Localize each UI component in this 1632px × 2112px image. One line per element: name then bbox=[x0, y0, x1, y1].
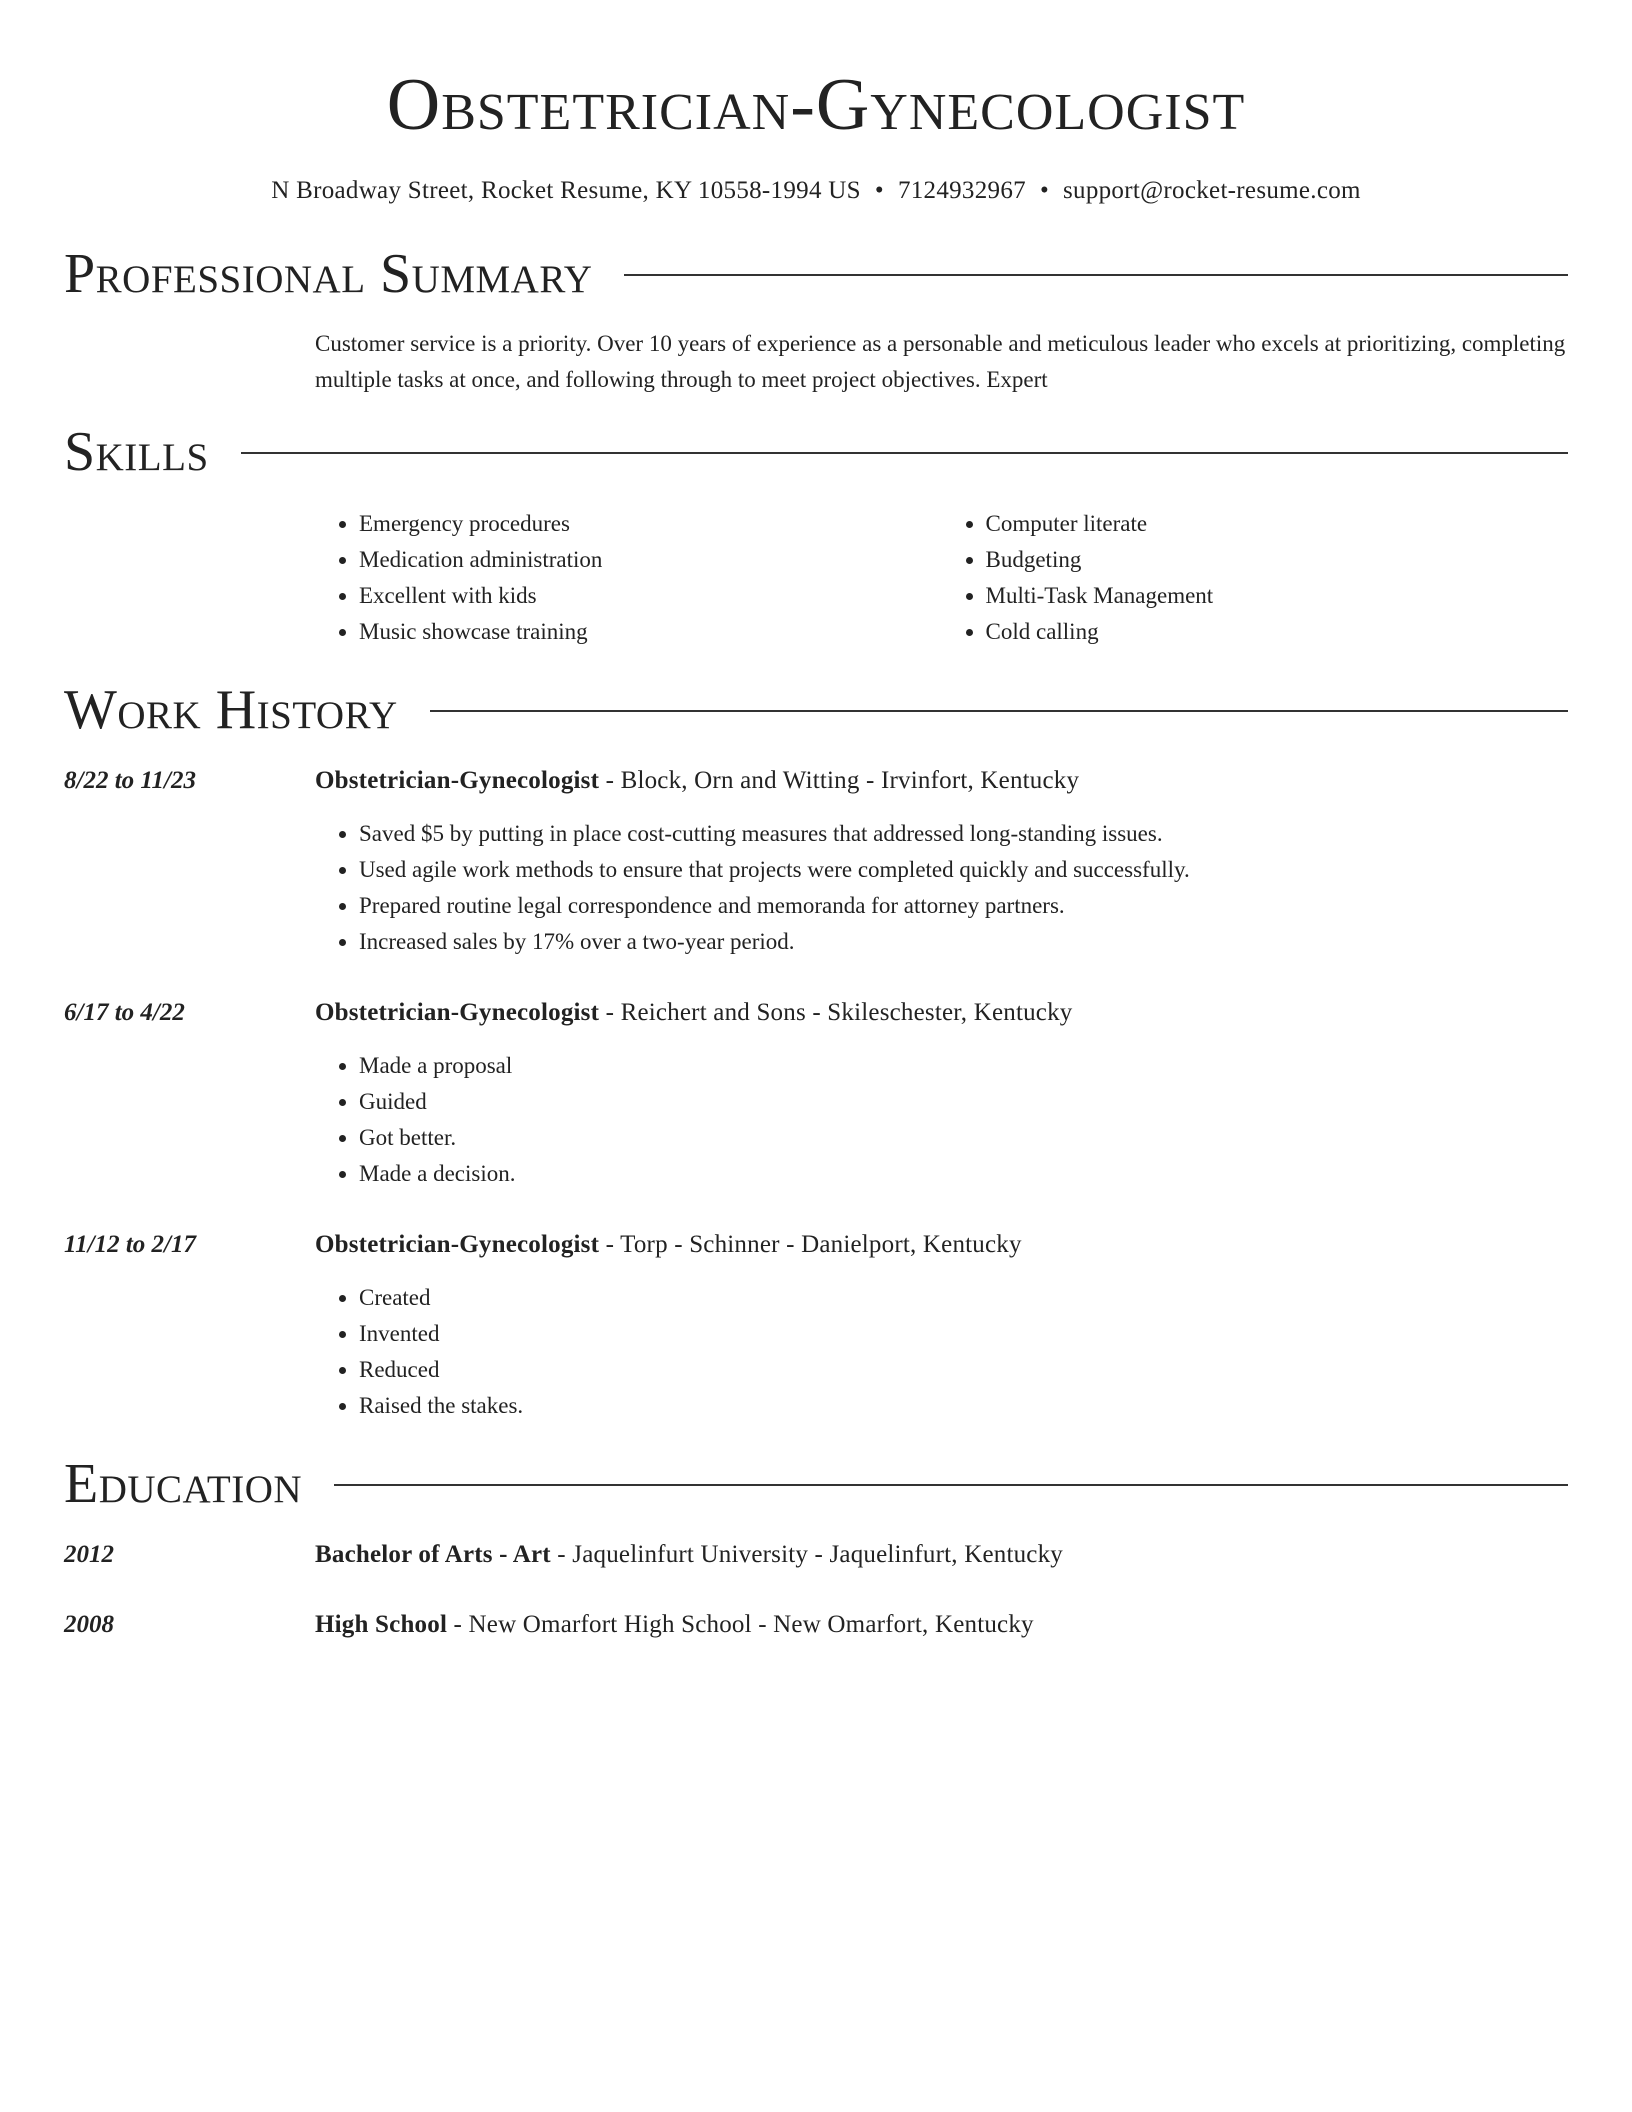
separator-dot: • bbox=[1039, 177, 1049, 204]
summary-section-header bbox=[64, 242, 1568, 306]
job-dates: 8/22 to 11/23 bbox=[64, 767, 196, 794]
job-bullet: • Guided bbox=[359, 1084, 1568, 1120]
job-bullets bbox=[315, 816, 1568, 960]
education-degree: Bachelor of Arts - Art bbox=[315, 1541, 551, 1568]
education-year: 2008 bbox=[64, 1611, 114, 1638]
job-bullets bbox=[315, 1280, 1568, 1424]
email: support@rocket-resume.com bbox=[1063, 177, 1361, 204]
skill-item: • Music showcase training bbox=[359, 614, 942, 650]
job-bullet: • Made a decision. bbox=[359, 1156, 1568, 1192]
contact-line bbox=[64, 174, 1568, 208]
job-bullet: • Prepared routine legal correspondence and memoranda for attorney partners. bbox=[359, 888, 1568, 924]
job-employer: - Block, Orn and Witting - Irvinfort, Kentucky bbox=[599, 767, 1080, 794]
skill-item: • Cold calling bbox=[986, 614, 1569, 650]
skill-item: • Computer literate bbox=[986, 506, 1569, 542]
education-school: - Jaquelinfurt University - Jaquelinfurt, Kentucky bbox=[550, 1541, 1063, 1568]
job-bullet: • Got better. bbox=[359, 1120, 1568, 1156]
address: N Broadway Street, Rocket Resume, KY 10558-1994 US bbox=[271, 177, 861, 204]
section-divider bbox=[334, 1484, 1568, 1486]
job-bullet: • Saved $5 by putting in place cost-cutting measures that addressed long-standing issues. bbox=[359, 816, 1568, 852]
job-title-line bbox=[315, 996, 1568, 1030]
job-title-line bbox=[315, 764, 1568, 798]
job-role: Obstetrician-Gynecologist bbox=[315, 1231, 600, 1258]
education-degree: High School bbox=[315, 1611, 448, 1638]
job-bullet: • Made a proposal bbox=[359, 1048, 1568, 1084]
skills-title: Skills bbox=[64, 421, 209, 483]
education-year: 2012 bbox=[64, 1541, 114, 1568]
section-divider bbox=[241, 452, 1568, 454]
summary-text: Customer service is a priority. Over 10 years of experience as a personable and meticulous leader who excels at prioritizing, completing multiple tasks at once, and following through to meet project objectives. Expert bbox=[315, 331, 1566, 392]
education-section-header bbox=[64, 1452, 1568, 1516]
job-body bbox=[315, 764, 1568, 960]
education-body bbox=[315, 1608, 1568, 1642]
education-school: - New Omarfort High School - New Omarfort, Kentucky bbox=[447, 1611, 1034, 1638]
phone: 7124932967 bbox=[897, 177, 1026, 204]
education-line bbox=[315, 1538, 1568, 1572]
job-dates: 11/12 to 2/17 bbox=[64, 1231, 196, 1258]
job-role: Obstetrician-Gynecologist bbox=[315, 767, 600, 794]
job-bullet: • Raised the stakes. bbox=[359, 1388, 1568, 1424]
skills-section-header bbox=[64, 420, 1568, 484]
skill-item: • Excellent with kids bbox=[359, 578, 942, 614]
job-entry bbox=[64, 764, 1568, 960]
job-bullet: • Increased sales by 17% over a two-year period. bbox=[359, 924, 1568, 960]
job-employer: - Torp - Schinner - Danielport, Kentucky bbox=[599, 1231, 1022, 1258]
section-divider bbox=[624, 274, 1568, 276]
job-role: Obstetrician-Gynecologist bbox=[315, 999, 600, 1026]
skills-column-right bbox=[942, 506, 1569, 650]
skill-item: • Multi-Task Management bbox=[986, 578, 1569, 614]
job-bullet: • Reduced bbox=[359, 1352, 1568, 1388]
education-title: Education bbox=[64, 1453, 303, 1515]
job-dates: 6/17 to 4/22 bbox=[64, 999, 185, 1026]
job-entry bbox=[64, 996, 1568, 1192]
separator-dot: • bbox=[874, 177, 884, 204]
education-line bbox=[315, 1608, 1568, 1642]
skill-item: • Emergency procedures bbox=[359, 506, 942, 542]
candidate-name: Obstetrician-Gynecologist bbox=[386, 64, 1246, 146]
job-employer: - Reichert and Sons - Skileschester, Kentucky bbox=[599, 999, 1073, 1026]
job-bullet: • Created bbox=[359, 1280, 1568, 1316]
education-entry bbox=[64, 1538, 1568, 1572]
skill-item: • Medication administration bbox=[359, 542, 942, 578]
summary-title: Professional Summary bbox=[64, 243, 593, 305]
job-bullet: • Used agile work methods to ensure that projects were completed quickly and successfully. bbox=[359, 852, 1568, 888]
job-bullet: • Invented bbox=[359, 1316, 1568, 1352]
job-body bbox=[315, 1228, 1568, 1424]
skills-list bbox=[315, 506, 1568, 650]
skills-column-left bbox=[315, 506, 942, 650]
job-title-line bbox=[315, 1228, 1568, 1262]
job-entry bbox=[64, 1228, 1568, 1424]
work-title: Work History bbox=[64, 679, 398, 741]
work-section-header bbox=[64, 678, 1568, 742]
section-divider bbox=[430, 710, 1568, 712]
education-body bbox=[315, 1538, 1568, 1572]
job-bullets bbox=[315, 1048, 1568, 1192]
skill-item: • Budgeting bbox=[986, 542, 1569, 578]
education-entry bbox=[64, 1608, 1568, 1642]
job-body bbox=[315, 996, 1568, 1192]
